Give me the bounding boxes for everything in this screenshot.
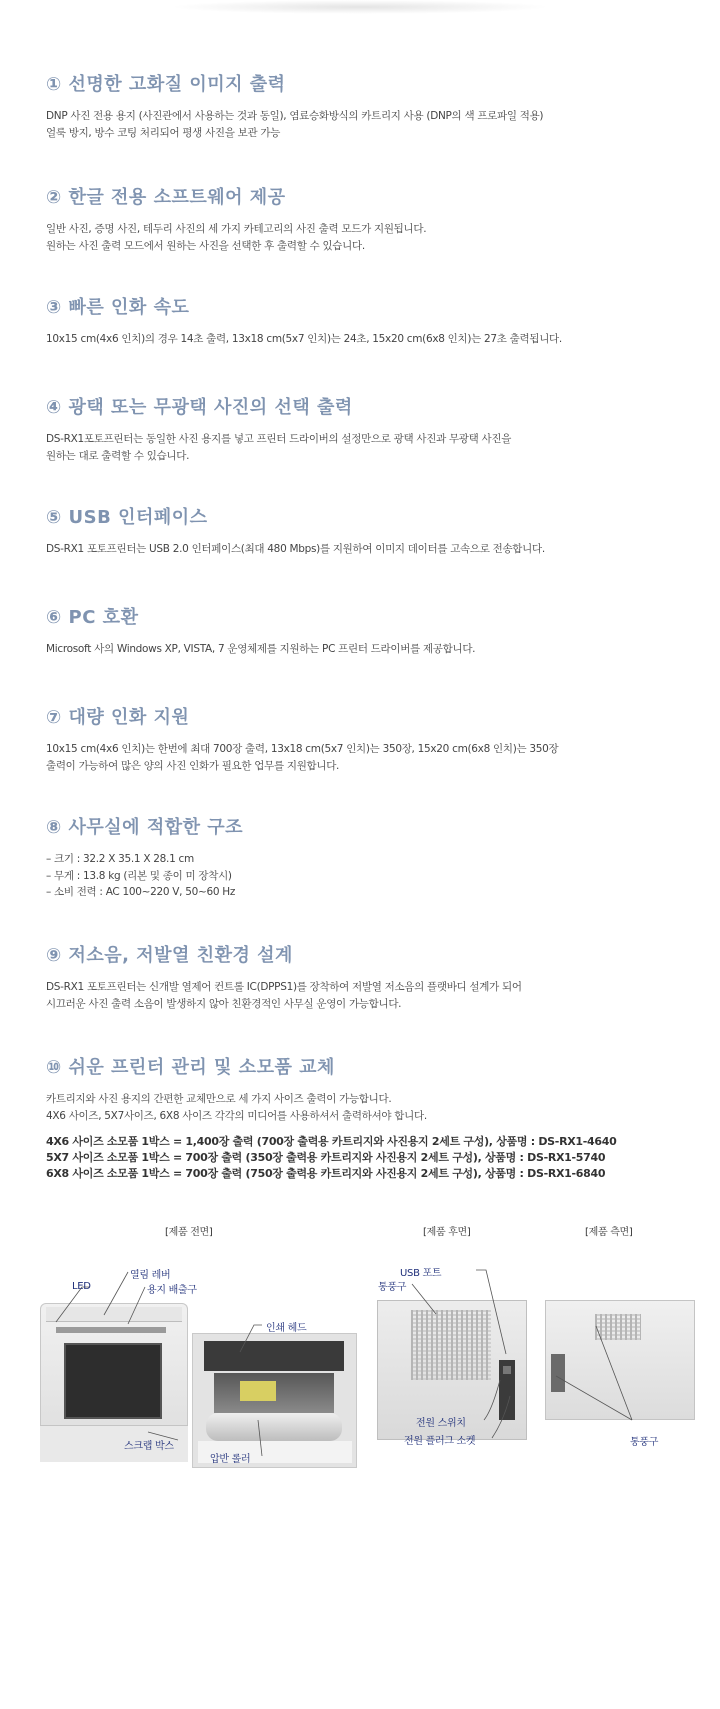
feature-text: – 소비 전력 : AC 100~220 V, 50~60 Hz: [46, 886, 236, 898]
printer-open-image: [192, 1333, 357, 1468]
label-lever: 열림 레버: [130, 1270, 171, 1281]
feature-9: [46, 941, 686, 1012]
label-switch: 전원 스위치: [416, 1418, 466, 1429]
feature-text: 10x15 cm(4x6 인치)의 경우 14초 출력, 13x18 cm(5x7 인치)는 24초, 15x20 cm(6x8 인치)는 27초 출력됩니다.: [46, 333, 562, 345]
feature-title: ⑦ 대량 인화 지원: [46, 707, 190, 728]
feature-title: ⑩ 쉬운 프린터 관리 및 소모품 교체: [46, 1057, 335, 1078]
label-plug: 전원 플러그 소켓: [404, 1436, 476, 1447]
side-caption: [제품 측면]: [585, 1227, 633, 1238]
scrap-box-shape: [64, 1343, 162, 1419]
label-scrap: 스크랩 박스: [124, 1441, 174, 1452]
label-outlet: 용지 배출구: [147, 1285, 197, 1296]
feature-title: ⑥ PC 호환: [46, 607, 139, 628]
label-roller: 압반 롤러: [210, 1454, 251, 1465]
printer-side-image: [545, 1300, 695, 1420]
feature-10: [46, 1053, 686, 1182]
feature-text: DNP 사진 전용 용지 (사진관에서 사용하는 것과 동일), 염료승화방식의 카트리지 사용 (DNP의 색 프로파일 적용): [46, 110, 544, 122]
feature-8: [46, 813, 686, 901]
feature-4: [46, 393, 686, 464]
feature-text: 10x15 cm(4x6 인치)는 한번에 최대 700장 출력, 13x18 cm(5x7 인치)는 350장, 15x20 cm(6x8 인치)는 350장: [46, 743, 559, 755]
feature-text: DS-RX1 포토프린터는 USB 2.0 인터페이스(최대 480 Mbps)를 지원하여 이미지 데이터를 고속으로 전송합니다.: [46, 543, 545, 555]
feature-text: DS-RX1포토프린터는 동일한 사진 용지를 넣고 프린터 드라이버의 설정만으로 광택 사진과 무광택 사진을: [46, 433, 512, 445]
label-side-vent: 통풍구: [630, 1437, 659, 1448]
feature-2: [46, 183, 686, 254]
label-rear-vent: 통풍구: [378, 1282, 407, 1293]
feature-7: [46, 703, 686, 774]
feature-text: 원하는 대로 출력할 수 있습니다.: [46, 449, 190, 462]
feature-text: 4X6 사이즈, 5X7사이즈, 6X8 사이즈 각각의 미디어를 사용하셔서 출력하셔야 합니다.: [46, 1109, 427, 1122]
feature-title: ⑨ 저소음, 저발열 친환경 설계: [46, 945, 293, 966]
feature-title: ① 선명한 고화질 이미지 출력: [46, 74, 286, 95]
rear-caption: [제품 후면]: [423, 1227, 471, 1238]
feature-1: [46, 70, 686, 141]
label-led: LED: [72, 1281, 91, 1292]
feature-text: 일반 사진, 증명 사진, 테두리 사진의 세 가지 카테고리의 사진 출력 모드가 지원됩니다.: [46, 223, 427, 235]
feature-3: [46, 293, 686, 348]
feature-text: – 크기 : 32.2 X 35.1 X 28.1 cm: [46, 853, 194, 865]
consumable-spec: 6X8 사이즈 소모품 1박스 = 700장 출력 (750장 출력용 카트리지와 사진용지 2세트 구성), 상품명 : DS-RX1-6840: [46, 1167, 606, 1180]
label-head: 인쇄 헤드: [266, 1323, 307, 1334]
feature-text: 카트리지와 사진 용지의 간편한 교체만으로 세 가지 사이즈 출력이 가능합니다.: [46, 1093, 392, 1105]
label-usb: USB 포트: [400, 1268, 442, 1279]
feature-title: ⑧ 사무실에 적합한 구조: [46, 817, 244, 838]
feature-5: [46, 503, 686, 558]
feature-text: 원하는 사진 출력 모드에서 원하는 사진을 선택한 후 출력할 수 있습니다.: [46, 239, 365, 252]
feature-title: ④ 광택 또는 무광택 사진의 선택 출력: [46, 397, 353, 418]
feature-text: 출력이 가능하여 많은 양의 사진 인화가 필요한 업무를 지원합니다.: [46, 759, 340, 772]
feature-text: 얼룩 방지, 방수 코팅 처리되어 평생 사진을 보관 가능: [46, 126, 281, 139]
feature-text: DS-RX1 포토프린터는 신개발 열제어 컨트롤 IC(DPPS1)를 장착하여 저발열 저소음의 플랫바디 설계가 되어: [46, 981, 522, 993]
feature-text: Microsoft 사의 Windows XP, VISTA, 7 운영체제를 지원하는 PC 프린터 드라이버를 제공합니다.: [46, 643, 476, 655]
consumable-spec: 5X7 사이즈 소모품 1박스 = 700장 출력 (350장 출력용 카트리지와 사진용지 2세트 구성), 상품명 : DS-RX1-5740: [46, 1151, 606, 1164]
consumable-spec: 4X6 사이즈 소모품 1박스 = 1,400장 출력 (700장 출력용 카트리지와 사진용지 2세트 구성), 상품명 : DS-RX1-4640: [46, 1135, 617, 1148]
feature-text: – 무게 : 13.8 kg (리본 및 종이 미 장착시): [46, 869, 232, 882]
feature-title: ③ 빠른 인화 속도: [46, 297, 190, 318]
feature-6: [46, 603, 686, 658]
front-caption: [제품 전면]: [165, 1227, 213, 1238]
feature-text: 시끄러운 사진 출력 소음이 발생하지 않아 친환경적인 사무실 운영이 가능합니다.: [46, 997, 402, 1010]
feature-title: ⑤ USB 인터페이스: [46, 507, 208, 528]
top-shadow: [170, 0, 550, 14]
feature-title: ② 한글 전용 소프트웨어 제공: [46, 187, 286, 208]
